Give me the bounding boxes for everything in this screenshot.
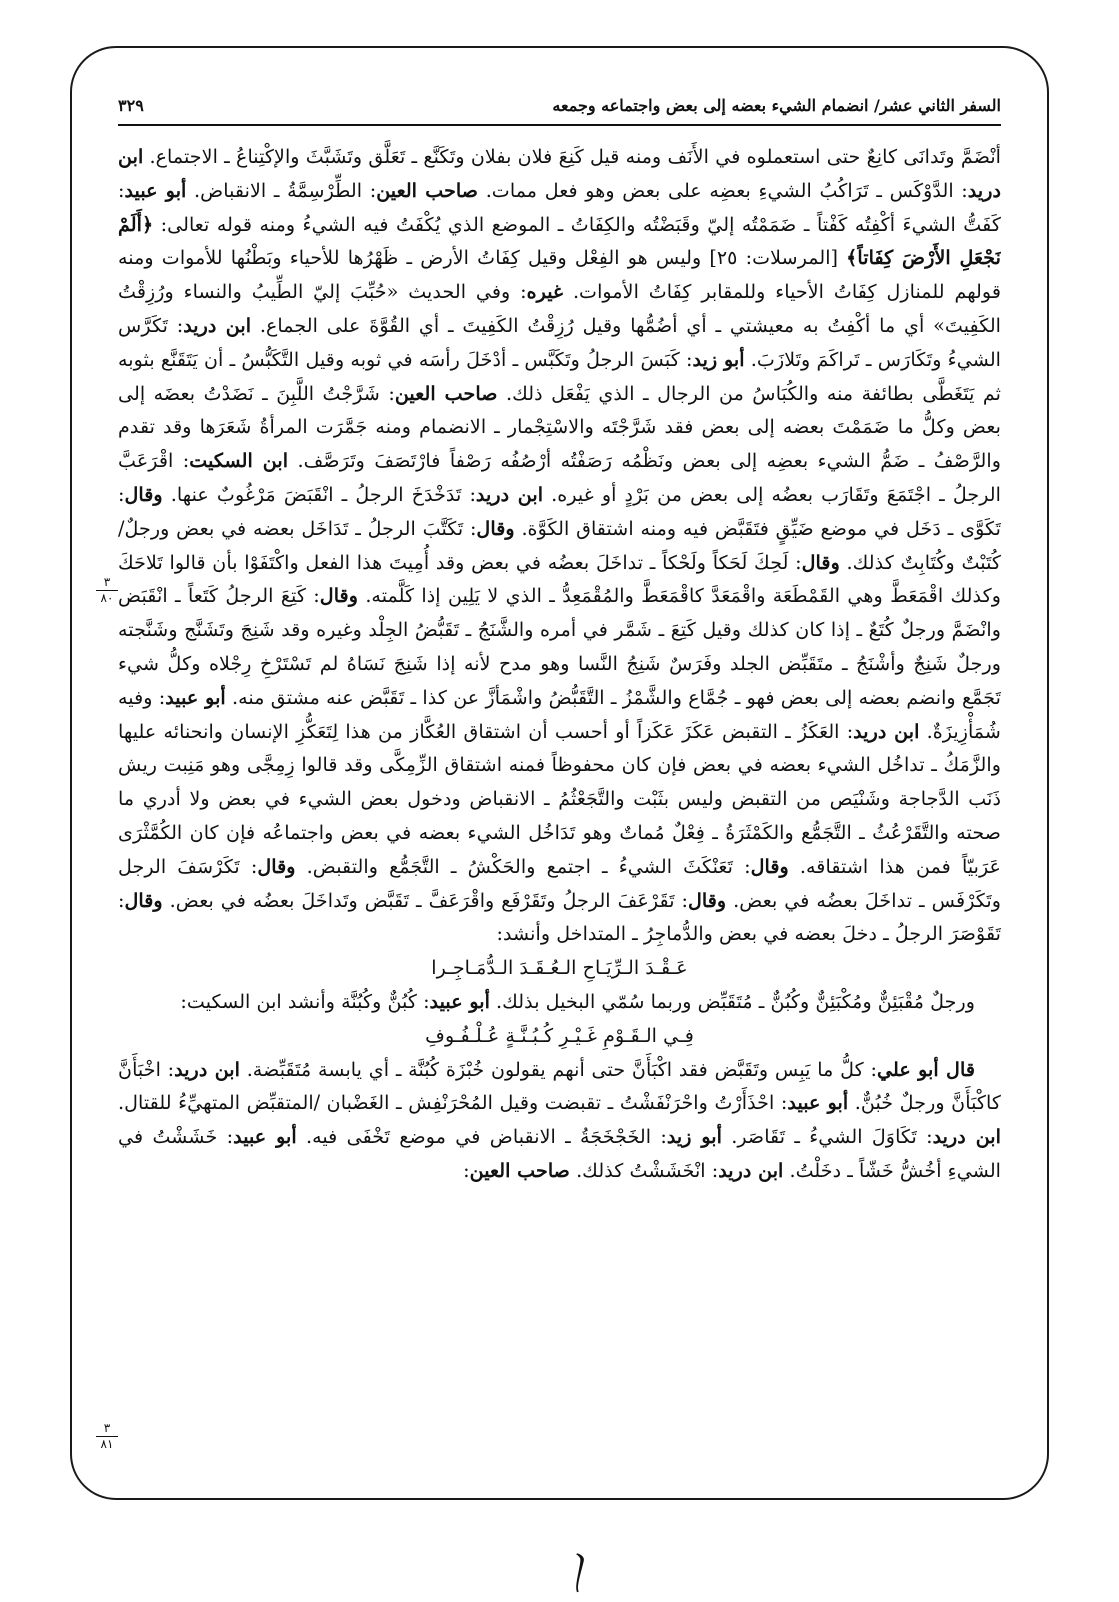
text-run: :: [463, 1158, 470, 1182]
verse-line-1: عَـقْـدَ الـرِّيَـاحِ الـعُـقَـدَ الـدُّمَـاجِـرا: [431, 956, 688, 980]
attribution-label: ابن دريد: [118, 145, 1001, 202]
attribution-label: وقال: [476, 516, 515, 540]
text-run: : وفي الحديث «حُبِّبَ إليّ الطِّيبُ والنساء ورُزِقْتُ الكَفِيتَ» أي ما أكْفِتُ به معيشتي ـ أي أضُمُّها وقيل رُزِقْتُ الكَفِيتَ ـ أي القُوَّةَ على الجماع.: [118, 280, 1001, 337]
attribution-label: وقال: [124, 888, 163, 912]
text-run: ورجلٌ مُقْبَئِنٌّ ومُكْبَئِنٌّ وكُبُنٌّ ـ مُتَقَبِّض وربما سُمّي البخيل بذلك.: [489, 989, 975, 1013]
text-run: : شَرَّجْتُ اللَّبِنَ ـ نَضَدْتُ بعضَه إلى بعض وكلُّ ما ضَمَمْتَ بعضه إلى بعض فقد شَرَّجْتَه والاسْتِجْمار ـ الانضمام ومنه جَمَّرَت المرأةُ شَعَرَها وقد تقدم والرَّصْفُ ـ ضَمُّ الشيء بعضِه إلى بعض ونَظْمُه رَصَفْتُه أرْصُفُه رَصْفاً فارْتَصَفَ وتَرَصَّف.: [118, 381, 1001, 473]
text-run: : وفيه شُمَأْزِيزَةٌ.: [118, 685, 1001, 743]
attribution-label: وقال: [257, 854, 296, 878]
text-run: أنْضَمَّ وتَدانَى كانِعٌ حتى استعملوه في الأَنَف ومنه قيل كَنِعَ فلان بفلان وتَكَنَّع ـ تَعَلَّق وتَشَبَّثَ والإكْتِناعُ ـ الاجتماع.: [143, 145, 1001, 168]
attribution-label: صاحب العين: [394, 381, 498, 405]
text-run: : العَكَزُ ـ التقبض عَكَزَ عَكَزاً أو أحسب أن اشتقاق العُكَّاز من هذا لِتَعَكُّزِ الإنسان وانحنائه عليها والزَّمَكُ ـ تداخُل الشيء بعضه في بعض فإن كان محفوظاً فمنه اشتقاق الزِّمِكَّى وقد قالوا زِمِجَّى وهو مَنِبت ريش ذَنَب الدَّجاجة وشَنْيَص من التقبض وليس بثَبْت والتَّجَعْثُمُ ـ الانقباض ودخول بعض الشيء في بعض ولا أدري ما صحته والتَّقَرْعُثُ ـ التَّجَمُّع والكَمْثَرَةُ ـ فِعْلٌ مُماتٌ وهو تَدَاخُل الشيء بعضه في بعض واجتماعُه فإن كان الكُمَّثْرَى عَرَبيّاً فمن هذا اشتقاقه.: [118, 719, 1001, 878]
margin-note-denominator: ٨١: [100, 1437, 114, 1451]
text-run: : تَكَتَّبَ الرجلُ ـ تَدَاخَل بعضه في بعض ورجلٌ/ كُتَبْتٌ وكُتَابِتٌ كذلك.: [118, 516, 1001, 574]
attribution-label: أبو عبيد: [165, 685, 226, 709]
text-run: : اخْبَأَنَّ كاكْبَأَنَّ ورجلٌ خُبُنٌّ.: [118, 1057, 1001, 1115]
attribution-label: أبو زيد: [692, 347, 745, 371]
text-run: : تَقَوْصَرَ الرجلُ ـ دخلَ بعضه في بعض والدُّماجِرُ ـ المتداخل وأنشد:: [118, 888, 1001, 946]
attribution-label: غيره: [526, 280, 564, 304]
attribution-label: وقال: [801, 550, 840, 574]
text-run: : الدَّوْكَس ـ تَرَاكُبُ الشيءِ بعضِه على بعض وهو فعل ممات.: [478, 178, 968, 202]
attribution-label: وقال: [750, 854, 789, 878]
main-text: [118, 140, 1001, 1480]
paragraph-2: [118, 985, 1001, 1019]
margin-folio-note: [96, 1422, 118, 1451]
text-run: : تَقَرْعَفَ الرجلُ وتَقَرْفَع واقْرَعَفَّ ـ تَقَبَّض وتَداخَلَ بعضُه في بعض.: [162, 888, 688, 912]
text-run: : كَتِعَ الرجلُ كَتَعاً ـ انْقَبَض وانْضَمَّ ورجلٌ كُتَعٌ ـ إذا كان كذلك وقيل كَتِعَ ـ شَمَّر في أمره والشَّنَجُ ـ تَقَبُّضُ الجِلْد وغيره وقد شَنِجَ وتَشَنَّج وشَنَّجته ورجلٌ شَنِجٌ وأشْنَجُ ـ متَقَبِّض الجلد وفَرَسٌ شَنِجُ النَّسا وهو مدح لأنه إذا شَنِجَ نَسَاهُ لم تَسْتَرْخِ رِجْلاه وكلُّ شيء تَجَمَّع وانضم بعضه إلى بعض فهو ـ جُمَّاع والشَّمْزُ ـ التَّقَبُّضُ واشْمَأزَّ عن كذا ـ تَقَبَّض عنه مشتق منه.: [118, 584, 1001, 709]
text-run: : تَكَرَّس الشيءُ وتَكَارَس ـ تَراكَمَ وتَلازَبَ.: [118, 313, 1001, 371]
text-run: : تَكَاوَلَ الشيءُ ـ تَقَاصَر.: [721, 1125, 933, 1149]
attribution-label: ابن دريد: [183, 313, 252, 337]
margin-note-denominator: ٨٠: [100, 591, 114, 605]
text-run: : اقْرَعَبَّ الرجلُ ـ اجْتَمَعَ وتَقَارَب بعضُه إلى بعض من بَرْدٍ أو غيره.: [118, 449, 1001, 506]
attribution-label: ابن دريد: [853, 719, 920, 743]
header-rule: [118, 124, 1001, 126]
attribution-label: ابن دريد: [932, 1125, 1001, 1149]
page-number: ٣٢٩: [118, 95, 144, 115]
text-run: : تَعَنْكَثَ الشيءُ ـ اجتمع والحَكْشُ ـ التَّجَمُّع والتقبض.: [295, 854, 751, 878]
attribution-label: وقال: [687, 888, 727, 912]
text-run: : الخَجْخَجَةُ ـ الانقباض في موضع تَخْفَى فيه.: [296, 1125, 667, 1149]
text-run: : خَشَشْتُ في الشيءِ أخُشُّ خَشّاً ـ دخَلْتُ.: [118, 1125, 1001, 1182]
text-run: : الطِّرْسِمَّةُ ـ الانقباض.: [186, 178, 377, 202]
attribution-label: صاحب العين: [376, 178, 479, 202]
verse-line-2: فِـي الـقَـوْمِ غَـيْـرِ كُـبُـنَّـةٍ عُـلْـفُـوفِ: [425, 1023, 694, 1047]
margin-note-numerator: ٣: [96, 576, 118, 591]
text-run: : انْخَشَشْتُ كذلك.: [569, 1158, 719, 1182]
attribution-label: صاحب العين: [469, 1158, 570, 1182]
attribution-label: ابن دريد: [475, 482, 544, 506]
text-run: : كُبُنٌّ وكُبُنَّة وأنشد ابن السكيت:: [180, 989, 430, 1013]
attribution-label: قال أبو علي: [877, 1057, 975, 1081]
attribution-label: أبو عبيد: [124, 178, 187, 202]
attribution-label: وقال: [319, 584, 358, 608]
text-run: : تَكَرْسَفَ الرجل وتَكَرْفَس ـ تداخَلَ بعضُه في بعض.: [118, 854, 1001, 912]
attribution-label: أبو عبيد: [787, 1091, 849, 1115]
text-run: : احْذَأَرْتُ واحْرَنْفَشْتُ ـ تقبضت وقيل المُحْرَنْفِش ـ الغَضْبان /المتقبِّض المتهيِّءُ للقتال.: [118, 1091, 788, 1115]
text-run: [المرسلات: ٢٥] وليس هو الفِعْل وقيل كِفَاتُ الأرض ـ ظَهْرُها للأحياء وبَطْنُها للأموات ومنه قولهم للمنازل كِفَاتُ الأحياء وللمقابر كِفَاتُ الأموات.: [118, 246, 1001, 304]
margin-folio-note: [96, 576, 118, 605]
attribution-label: أبو عبيد: [429, 989, 490, 1013]
text-run: : كَبَسَ الرجلُ وتَكَبَّس ـ أدْخَلَ رأسَه في ثوبه وقيل التَّكَبُّسُ ـ أن يَتَقَنَّع بثوبه ثم يَتَغَطَّى بطائفة منه والكُبَاسُ من الرجال ـ الذي يَفْعَل ذلك.: [118, 347, 1001, 405]
attribution-label: أبو عبيد: [233, 1125, 297, 1149]
paragraph-1: [118, 140, 1001, 951]
attribution-label: ابن دريد: [718, 1158, 784, 1182]
attribution-label: ابن دريد: [174, 1057, 240, 1081]
header-title: السفر الثاني عشر/ انضمام الشيء بعضه إلى بعض واجتماعه وجمعه: [552, 95, 1001, 115]
pen-mark-decoration: 〳: [554, 1543, 608, 1601]
attribution-label: أبو زيد: [666, 1125, 722, 1149]
text-run: : تَكَوَّى ـ دَخَل في موضع ضَيِّقٍ فتَقَبَّض فيه ومنه اشتقاق الكَوَّة.: [118, 482, 1001, 540]
attribution-label: ابن السكيت: [189, 449, 289, 473]
text-run: : كلُّ ما يَبِس وتَقَبَّض فقد اكْبَأَنَّ حتى أنهم يقولون خُبْزَة كُبُنَّة ـ أي يابسة مُتَقَبِّضة.: [239, 1057, 877, 1081]
text-run: : كَفَتُّ الشيءَ أكْفِتُه كَفْتاً ـ ضَمَمْتُه إليّ وقَبَضْتُه والكِفَاتُ ـ الموضع الذي يُكْفَتُ فيه الشيءُ ومنه قوله تعالى:: [118, 178, 1001, 236]
text-run: : تَدَخْدَخَ الرجلُ ـ انْقَبَضَ مَرْغُوبٌ عنها.: [162, 482, 476, 506]
attribution-label: وقال: [124, 482, 163, 506]
paragraph-3: [118, 1053, 1001, 1188]
margin-note-numerator: ٣: [96, 1422, 118, 1437]
text-run: : لَحِكَ لَحَكاً ولَحْكاً ـ تداخَلَ بعضُه في بعض وقد أُمِيتَ هذا الفعل واكْتَفَوْا بأن قالوا تَلاحَكَ وكذلك اقْمَعَطَّ وهي القَمْطَعَة واقْمَعَدَّ كاقْمَعَطَّ والمُقْمَعِدُّ ـ الذي لا يَلِين إذا كَلَّمته.: [118, 550, 1001, 608]
running-header: [118, 90, 1001, 120]
attribution-label: ﴿أَلَمْ نَجْعَلِ الأَرْضَ كِفَاتاً﴾: [118, 212, 1001, 270]
